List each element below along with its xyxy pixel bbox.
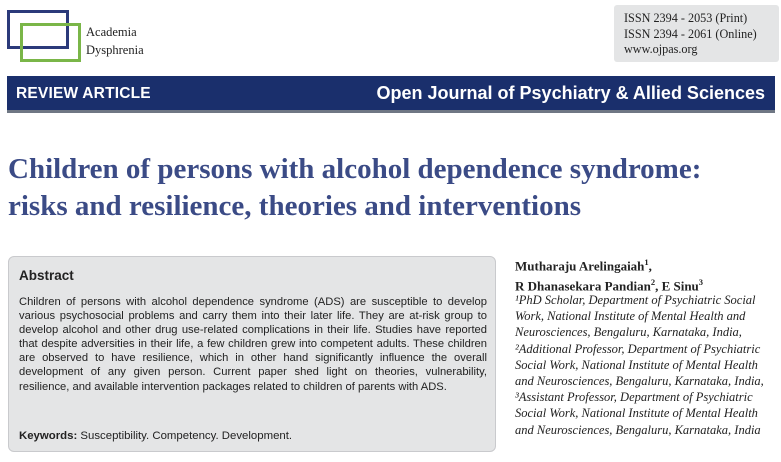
title-line1: Children of persons with alcohol dependence syndrome: (8, 153, 702, 185)
author-list (515, 254, 777, 295)
journal-logo (7, 10, 82, 60)
abstract-box (8, 256, 496, 452)
author-3-sup: 3 (698, 277, 704, 288)
publisher-line1: Academia (86, 25, 137, 39)
abstract-text: Children of persons with alcohol dependence syndrome (ADS) are susceptible to develop various psychosocial problems and carry them into their later life. They are at-risk group to develop alcohol and other drug use-related complications in their life. Studies have reported that despite adversities in their life, a few children grew into competent adults. These children are observed to have resilience, which in other hand significantly influence the overall development of any given person. Current paper shed light on theories, vulnerability, resilience, and available intervention packages related to children of parents with ADS. (19, 296, 487, 393)
keywords (19, 430, 292, 442)
journal-website[interactable]: www.ojpas.org (624, 42, 698, 56)
logo-green-square (20, 23, 81, 62)
article-type: REVIEW ARTICLE (16, 85, 151, 102)
publisher-line2: Dysphrenia (86, 43, 144, 57)
abstract-heading: Abstract (19, 268, 74, 283)
author-1-sup: 1 (644, 257, 649, 267)
author-line1 (515, 254, 777, 274)
author-affiliations: ¹PhD Scholar, Department of Psychiatric Social Work, National Institute of Mental Health and Neurosciences, Bengaluru, Karnataka, India, ²Additional Professor, Department of Psychiatric Social Work, National Institute of Mental Health and Neurosciences, Bengaluru, Karnataka, India, ³Assistant Professor, Department of Psychiatric Social Work, National Institute of Mental Health and Neurosciences, Bengaluru, Karnataka, India (515, 293, 764, 437)
issn-online: ISSN 2394 - 2061 (Online) (624, 26, 757, 41)
publisher-name (86, 23, 144, 59)
author-separator: , (648, 258, 652, 274)
issn-box (614, 5, 779, 62)
author-1: Mutharaju Arelingaiah (515, 258, 645, 274)
author-separator: , (655, 278, 662, 294)
keywords-label: Keywords: (19, 430, 78, 442)
author-2-sup: 2 (650, 277, 656, 288)
journal-name: Open Journal of Psychiatry & Allied Sciences (376, 83, 765, 103)
article-title (8, 151, 778, 225)
author-3: E Sinu (661, 278, 699, 294)
keywords-list: Susceptibility. Competency. Development. (80, 430, 293, 442)
author-2: R Dhanasekara Pandian (515, 278, 651, 294)
journal-banner (7, 76, 775, 113)
title-line2: risks and resilience, theories and interventions (8, 190, 582, 222)
issn-print: ISSN 2394 - 2053 (Print) (624, 11, 748, 25)
